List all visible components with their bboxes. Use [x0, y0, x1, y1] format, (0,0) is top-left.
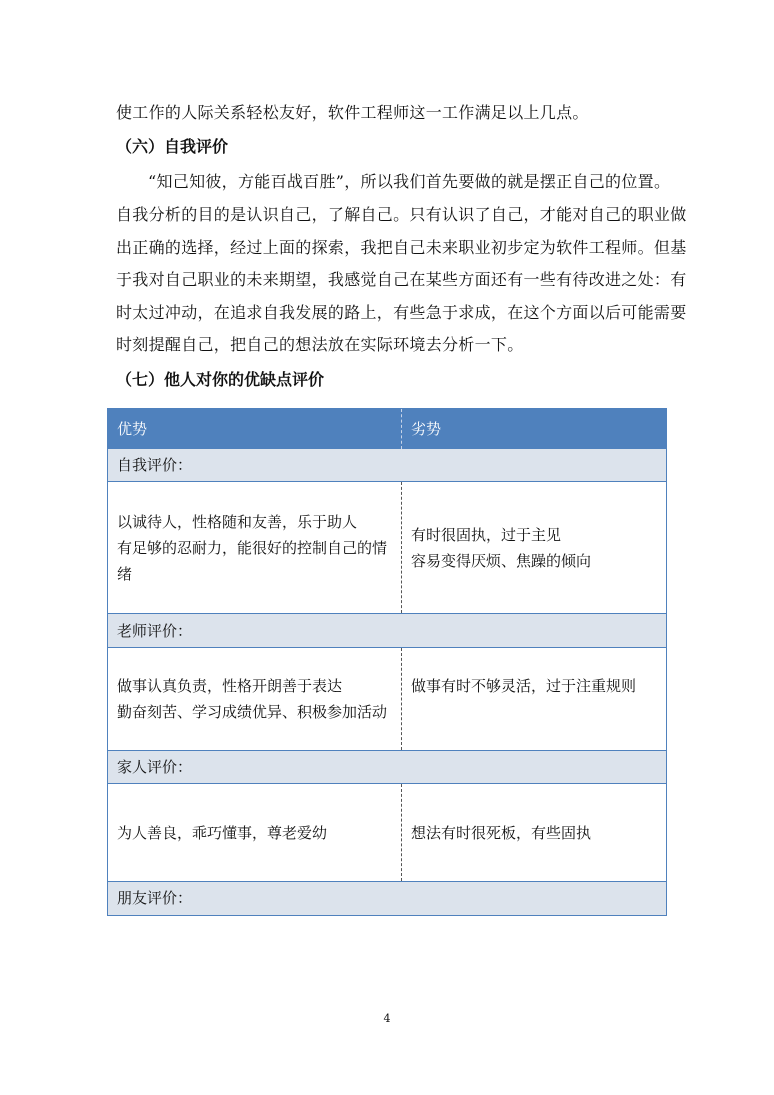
section-heading-others-evaluation: （七）他人对你的优缺点评价: [116, 370, 325, 389]
section-title: 朋友评价：: [117, 889, 193, 907]
strength-item: 有足够的忍耐力，能很好的控制自己的情: [117, 538, 388, 557]
section-title: 家人评价：: [117, 758, 193, 776]
paragraph-line: “知己知彼，方能百战百胜”，所以我们首先要做的就是摆正自己的位置。: [148, 172, 671, 191]
evaluation-table: [107, 408, 667, 916]
section-row-friends: [108, 882, 666, 915]
section-title: 自我评价：: [117, 456, 193, 474]
paragraph-line: 时刻提醒自己，把自己的想法放在实际环境去分析一下。: [116, 335, 524, 354]
paragraph-line: 出正确的选择，经过上面的探索，我把自己未来职业初步定为软件工程师。但基: [116, 238, 687, 257]
weaknesses-cell: [401, 784, 666, 881]
header-weaknesses: 劣势: [401, 409, 666, 449]
table-header-row: [108, 409, 666, 449]
header-strengths: 优势: [117, 420, 148, 438]
strength-item: 绪: [117, 564, 133, 583]
strengths-cell: [108, 482, 401, 613]
content-row-teacher: [108, 648, 666, 751]
weakness-item: 容易变得厌烦、焦躁的倾向: [411, 551, 592, 570]
paragraph-line: 于我对自己职业的未来期望，我感觉自己在某些方面还有一些有待改进之处：有: [116, 270, 687, 289]
paragraph-line: 自我分析的目的是认识自己，了解自己。只有认识了自己，才能对自己的职业做: [116, 205, 687, 224]
paragraph-line: 使工作的人际关系轻松友好，软件工程师这一工作满足以上几点。: [116, 103, 589, 122]
content-row-family: [108, 784, 666, 882]
section-row-teacher: [108, 614, 666, 648]
strength-item: 勤奋刻苦、学习成绩优异、积极参加活动: [117, 703, 388, 721]
paragraph-line: 时太过冲动，在追求自我发展的路上，有些急于求成，在这个方面以后可能需要: [116, 303, 687, 322]
content-row-self: [108, 482, 666, 614]
section-row-family: [108, 751, 666, 784]
section-title: 老师评价：: [117, 622, 193, 640]
weakness-item: 做事有时不够灵活，过于注重规则: [411, 677, 637, 695]
weaknesses-cell: [401, 482, 666, 613]
strength-item: 为人善良，乖巧懂事，尊老爱幼: [117, 823, 328, 842]
weaknesses-cell: [401, 648, 666, 750]
section-heading-self-evaluation: （六）自我评价: [116, 137, 229, 156]
weakness-item: 有时很固执，过于主见: [411, 525, 562, 544]
strength-item: 以诚待人，性格随和友善，乐于助人: [117, 512, 358, 531]
page-number: 4: [383, 1012, 391, 1025]
strengths-cell: [108, 648, 401, 750]
strength-item: 做事认真负责，性格开朗善于表达: [117, 677, 343, 695]
section-row-self: [108, 449, 666, 482]
weakness-item: 想法有时很死板，有些固执: [411, 823, 592, 842]
strengths-cell: [108, 784, 401, 881]
